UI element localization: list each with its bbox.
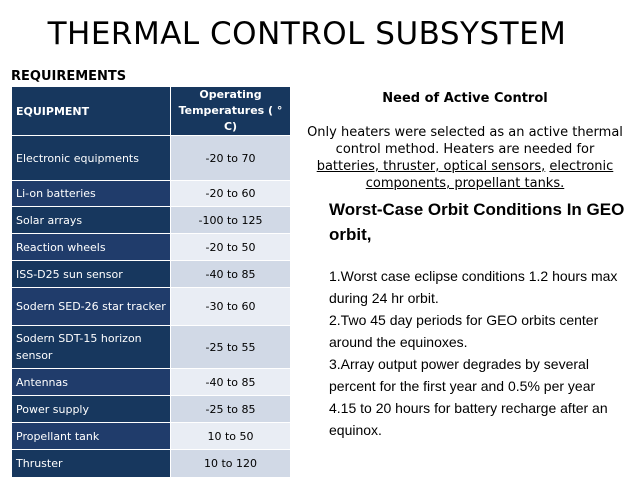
temperature-cell: -40 to 85 bbox=[171, 261, 291, 288]
table-row bbox=[12, 423, 291, 450]
temperature-cell: -40 to 85 bbox=[171, 369, 291, 396]
temperature-cell: -20 to 70 bbox=[171, 136, 291, 181]
need-underlined-items-2: electronic components, propellant tanks. bbox=[365, 159, 614, 191]
temperature-cell: -25 to 55 bbox=[171, 326, 291, 369]
need-underlined-items-1: batteries, thruster, optical sensors, bbox=[316, 159, 546, 174]
table-header-row bbox=[12, 87, 291, 136]
table-row bbox=[12, 326, 291, 369]
requirements-label: REQUIREMENTS bbox=[11, 69, 127, 84]
header-equipment: EQUIPMENT bbox=[12, 87, 171, 136]
temperature-cell: 10 to 50 bbox=[171, 423, 291, 450]
equipment-cell: Li-on batteries bbox=[12, 181, 171, 207]
temperature-cell: -100 to 125 bbox=[171, 207, 291, 234]
table-row bbox=[12, 261, 291, 288]
list-item: 2.Two 45 day periods for GEO orbits center around the equinoxes. bbox=[329, 312, 599, 350]
list-item: 1.Worst case eclipse conditions 1.2 hours max during 24 hr orbit. bbox=[329, 268, 618, 306]
equipment-cell: Solar arrays bbox=[12, 207, 171, 234]
table-row bbox=[12, 136, 291, 181]
need-intro-text: Only heaters were selected as an active thermal control method. Heaters are needed for bbox=[307, 125, 623, 157]
equipment-cell: Propellant tank bbox=[12, 423, 171, 450]
temperature-cell: -20 to 50 bbox=[171, 234, 291, 261]
worst-case-title: Worst-Case Orbit Conditions In GEO orbit, bbox=[329, 200, 625, 244]
equipment-cell: Power supply bbox=[12, 396, 171, 423]
equipment-cell: ISS-D25 sun sensor bbox=[12, 261, 171, 288]
list-item: 3.Array output power degrades by several percent for the first year and 0.5% per year bbox=[329, 356, 596, 394]
slide-title: THERMAL CONTROL SUBSYSTEM bbox=[47, 16, 567, 52]
equipment-cell: Antennas bbox=[12, 369, 171, 396]
table-row bbox=[12, 181, 291, 207]
worst-case-list bbox=[329, 265, 629, 441]
need-active-control-text bbox=[306, 124, 624, 192]
equipment-cell: Electronic equipments bbox=[12, 136, 171, 181]
header-operating-temperature: Operating Temperatures ( ° C) bbox=[171, 87, 291, 136]
equipment-cell: Sodern SED-26 star tracker bbox=[12, 288, 171, 326]
temperature-cell: 10 to 120 bbox=[171, 450, 291, 478]
equipment-cell: Reaction wheels bbox=[12, 234, 171, 261]
table-row bbox=[12, 396, 291, 423]
equipment-cell: Thruster bbox=[12, 450, 171, 478]
table-row bbox=[12, 369, 291, 396]
temperature-cell: -30 to 60 bbox=[171, 288, 291, 326]
need-active-control-title: Need of Active Control bbox=[382, 91, 548, 106]
list-item: 4.15 to 20 hours for battery recharge after an equinox. bbox=[329, 400, 608, 438]
table-row bbox=[12, 234, 291, 261]
table-row bbox=[12, 207, 291, 234]
requirements-table bbox=[11, 86, 291, 478]
temperature-cell: -25 to 85 bbox=[171, 396, 291, 423]
equipment-cell: Sodern SDT-15 horizon sensor bbox=[12, 326, 171, 369]
table-row bbox=[12, 450, 291, 478]
temperature-cell: -20 to 60 bbox=[171, 181, 291, 207]
table-row bbox=[12, 288, 291, 326]
